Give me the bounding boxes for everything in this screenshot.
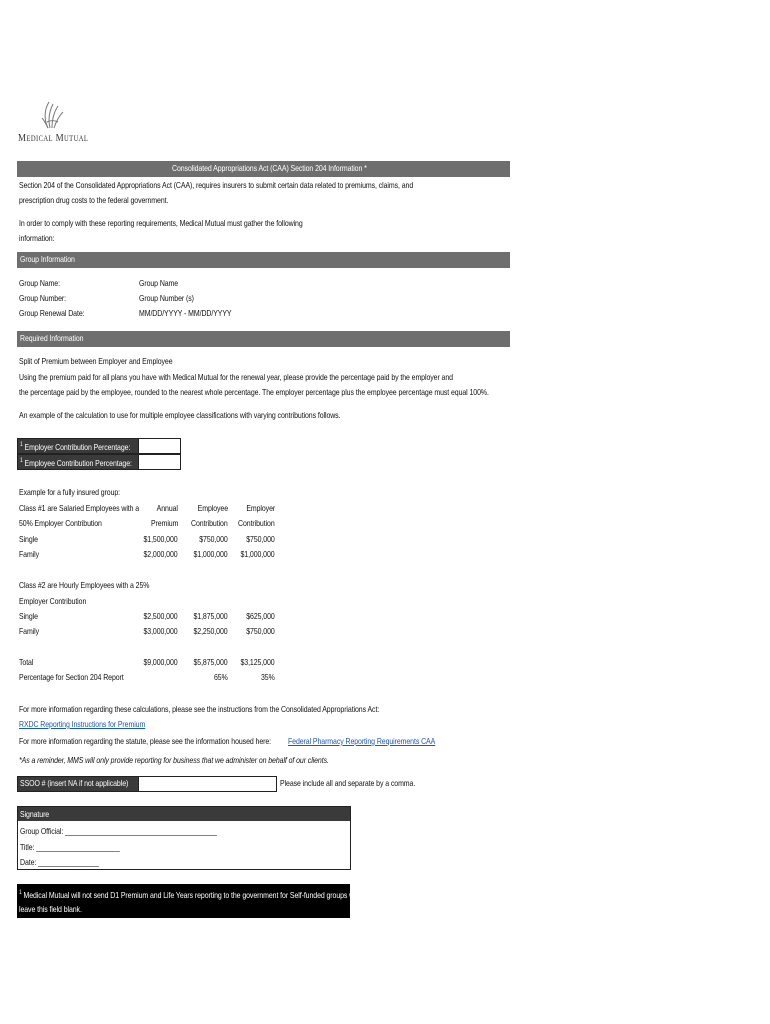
class1-row-family-annual: $2,000,000 (143, 549, 178, 559)
caa-header-bar (17, 161, 510, 177)
footnote-box (17, 884, 362, 918)
required-info-header-bar (17, 331, 510, 347)
intro-p2-line2: information: (19, 233, 55, 243)
ssoo-label-cell (17, 776, 139, 792)
intro-p1-line1: Section 204 of the Consolidated Appropriations Act (CAA), requires insurers to submit certain data related to premiums, claims, and (19, 180, 414, 190)
employer-pct-label-text: Employer Contribution Percentage: (24, 441, 131, 452)
class2-row-single-annual: $2,500,000 (143, 611, 178, 621)
class1-row-single-employee: $750,000 (199, 534, 228, 544)
class2-row-family-label: Family (19, 626, 40, 636)
instructions-line2: the percentage paid by the employee, rounded to the nearest whole percentage. The employer percentage plus the employee percentage must equal 100%. (19, 387, 489, 397)
group-renewal-value: MM/DD/YYYY - MM/DD/YYYY (139, 308, 232, 318)
total-label: Total (19, 657, 34, 667)
class2-row-family-annual: $3,000,000 (143, 626, 178, 636)
employee-pct-label: $^1$ Employee Contribution Percentage: (20, 457, 132, 468)
class1-row-single-employer: $750,000 (246, 534, 275, 544)
employer-pct-label: $^1$ Employer Contribution Percentage: (20, 441, 131, 452)
logo-wordmark: Medical Mutual (18, 132, 89, 144)
pct-employer: 35% (261, 672, 275, 682)
class1-row-family-label: Family (19, 549, 40, 559)
class1-row-family-employer: $1,000,000 (240, 549, 275, 559)
title-field[interactable]: Title: ______________________ (20, 842, 120, 852)
col-employee-header-1: Employee (197, 503, 228, 513)
signature-box (17, 806, 351, 870)
ssoo-note: Please include all and separate by a comma. (280, 778, 416, 788)
group-official-field[interactable]: Group Official: ________________________________________ (20, 826, 217, 836)
rxdc-instructions-link[interactable]: RXDC Reporting Instructions for Premium (19, 719, 146, 729)
split-title: Split of Premium between Employer and Employee (19, 356, 173, 366)
group-number-value: Group Number (s) (139, 293, 194, 303)
employee-pct-input[interactable] (138, 454, 181, 470)
class2-line2: Employer Contribution (19, 596, 87, 606)
group-name-label: Group Name: (19, 278, 60, 288)
group-name-value: Group Name (139, 278, 179, 288)
ssoo-label: SSOO # (insert NA if not applicable) (20, 778, 129, 788)
class1-line1: Class #1 are Salaried Employees with a (19, 503, 140, 513)
class1-line2: 50% Employer Contribution (19, 518, 102, 528)
signature-header: Signature (20, 809, 50, 819)
footnote-line2: leave this field blank. (19, 904, 82, 914)
logo-leaf-icon (18, 100, 88, 132)
class2-row-family-employer: $750,000 (246, 626, 275, 636)
col-employer-header-1: Employer (246, 503, 275, 513)
ssoo-input[interactable] (138, 776, 277, 792)
more-info-line2: For more information regarding the statute, please see the information housed here: (19, 736, 272, 746)
caa-header-text: Consolidated Appropriations Act (CAA) Section 204 Information * (172, 163, 367, 173)
col-employer-header-2: Contribution (238, 518, 275, 528)
employer-pct-label-cell (17, 438, 139, 454)
pct-employee: 65% (214, 672, 228, 682)
more-info-line1: For more information regarding these calculations, please see the instructions from the Consolidated Appropriations Act: (19, 704, 380, 714)
group-info-header: Group Information (20, 254, 75, 264)
footnote-line1: $^1$ Medical Mutual will not send D1 Premium and Life Years reporting to the government for Self-funded groups who (19, 889, 362, 900)
class1-row-family-employee: $1,000,000 (193, 549, 228, 559)
total-employer: $3,125,000 (240, 657, 275, 667)
total-employee: $5,875,000 (193, 657, 228, 667)
required-info-header: Required Information (20, 333, 84, 343)
col-annual-header-2: Premium (150, 518, 178, 528)
group-info-header-bar (17, 252, 510, 268)
employee-pct-label-cell (17, 454, 139, 470)
federal-pharmacy-link[interactable]: Federal Pharmacy Reporting Requirements CAA (288, 736, 436, 746)
total-annual: $9,000,000 (143, 657, 178, 667)
class1-row-single-annual: $1,500,000 (143, 534, 178, 544)
date-field[interactable]: Date: ________________ (20, 857, 99, 867)
footnote-line1-text: Medical Mutual will not send D1 Premium and Life Years reporting to the government for Self-funded groups who (23, 889, 362, 900)
example-note: An example of the calculation to use for multiple employee classifications with varying contributions follows. (19, 410, 341, 420)
group-number-label: Group Number: (19, 293, 66, 303)
intro-p2-line1: In order to comply with these reporting requirements, Medical Mutual must gather the following (19, 218, 303, 228)
class1-row-single-label: Single (19, 534, 38, 544)
col-annual-header-1: Annual (156, 503, 178, 513)
instructions-line1: Using the premium paid for all plans you have with Medical Mutual for the renewal year, please provide the percentage paid by the employer and (19, 372, 453, 382)
class2-row-single-employee: $1,875,000 (193, 611, 228, 621)
group-renewal-label: Group Renewal Date: (19, 308, 85, 318)
pct-label: Percentage for Section 204 Report (19, 672, 124, 682)
class2-row-family-employee: $2,250,000 (193, 626, 228, 636)
intro-p1-line2: prescription drug costs to the federal government. (19, 195, 169, 205)
class2-row-single-employer: $625,000 (246, 611, 275, 621)
class2-line1: Class #2 are Hourly Employees with a 25% (19, 580, 150, 590)
reminder-text: *As a reminder, MMS will only provide reporting for business that we administer on behalf of our clients. (19, 755, 329, 765)
class2-row-single-label: Single (19, 611, 38, 621)
employee-pct-label-text: Employee Contribution Percentage: (24, 457, 132, 468)
col-employee-header-2: Contribution (191, 518, 228, 528)
medical-mutual-logo (18, 100, 88, 148)
employer-pct-input[interactable] (138, 438, 181, 454)
signature-header-bar (18, 807, 350, 821)
example-title: Example for a fully insured group: (19, 487, 121, 497)
